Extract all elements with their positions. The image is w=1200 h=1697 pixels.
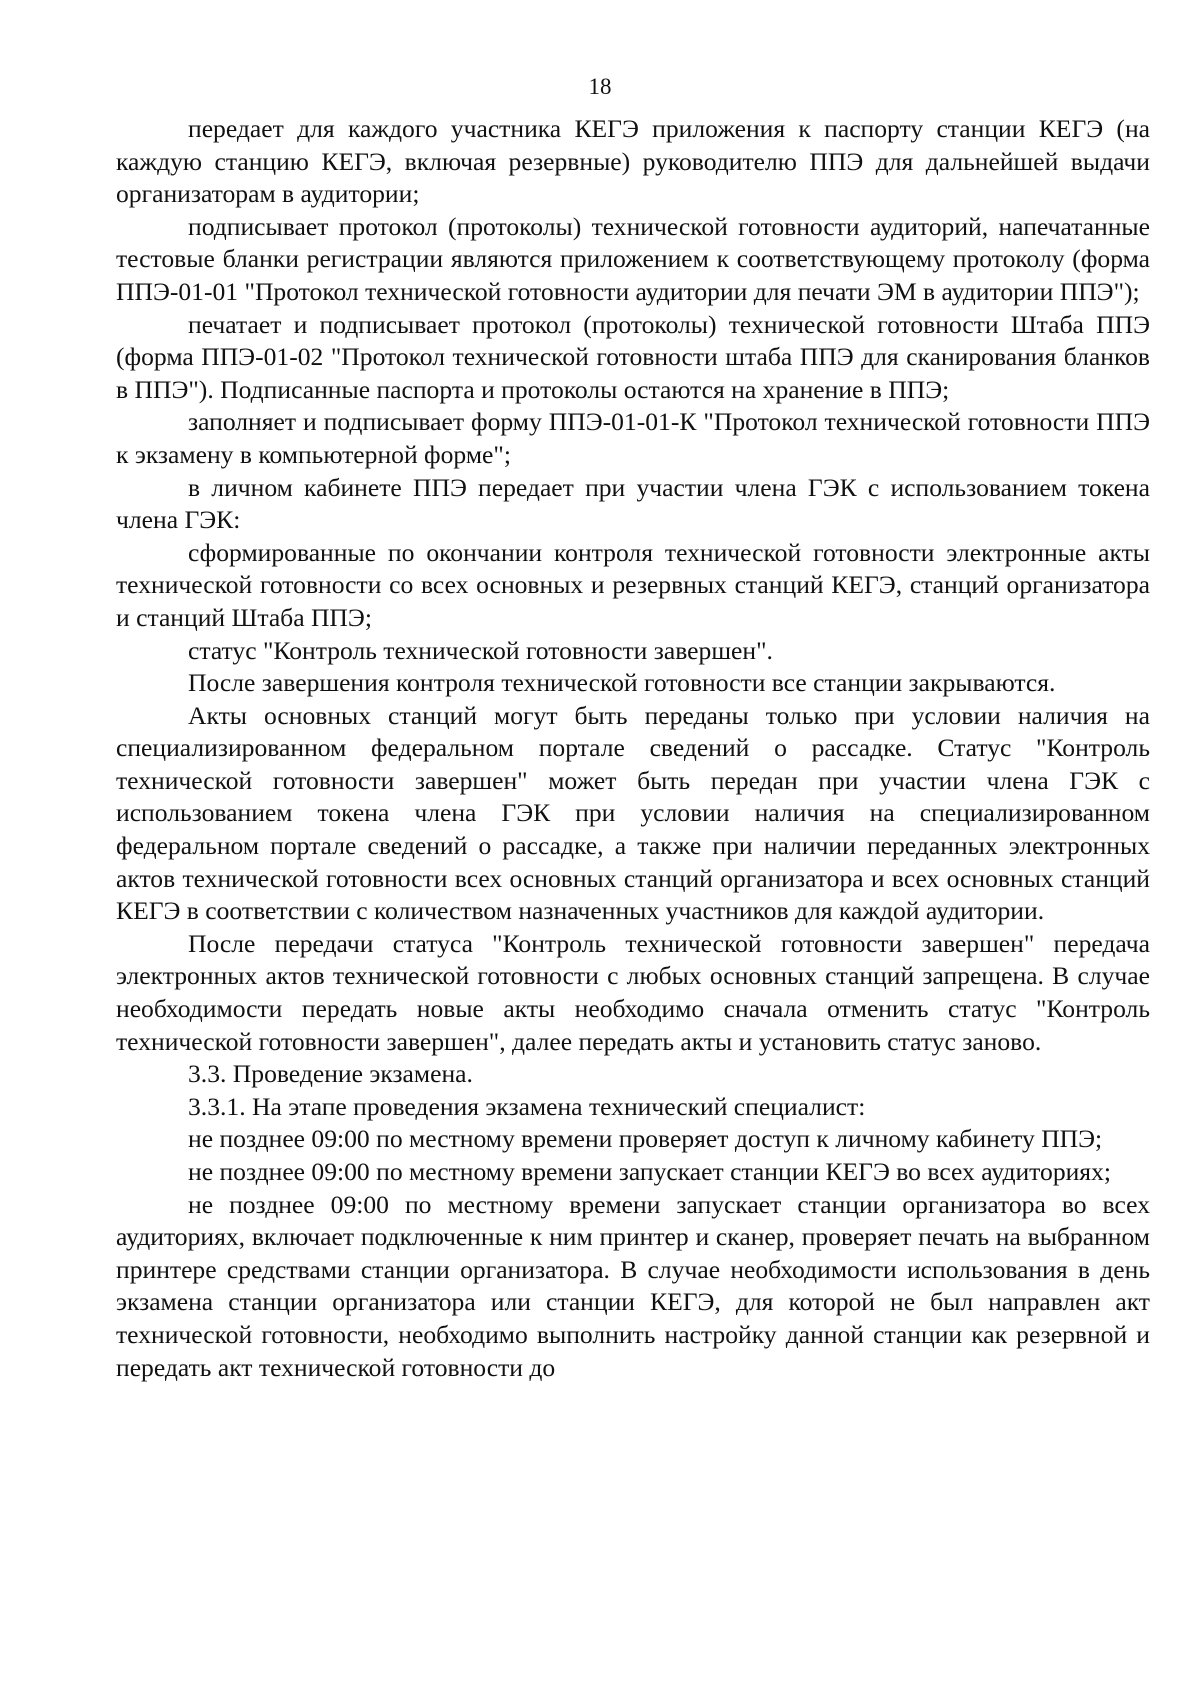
page-number: 18 xyxy=(588,74,612,99)
paragraph: статус "Контроль технической готовности завершен". xyxy=(188,635,773,665)
paragraph: После передачи статуса "Контроль технической готовности завершен" передача электронных актов технической готовности с любых основных станций запрещена. В случае необходимости передать новые акты необходимо сначала отменить статус "Контроль технической готовности завершен", далее передать акты и установить статус заново. xyxy=(116,928,1150,1056)
section-heading: 3.3. Проведение экзамена. xyxy=(188,1059,473,1089)
paragraph: в личном кабинете ППЭ передает при участии члена ГЭК с использованием токена члена ГЭК: xyxy=(116,472,1150,535)
paragraph: передает для каждого участника КЕГЭ приложения к паспорту станции КЕГЭ (на каждую станцию КЕГЭ, включая резервные) руководителю ППЭ для дальнейшей выдачи организаторам в аудитории; xyxy=(116,114,1150,209)
document-body xyxy=(116,113,1150,1384)
paragraph: сформированные по окончании контроля технической готовности электронные акты технической готовности со всех основных и резервных станций КЕГЭ, станций организатора и станций Штаба ППЭ; xyxy=(116,537,1150,632)
paragraph: подписывает протокол (протоколы) технической готовности аудиторий, напечатанные тестовые бланки регистрации являются приложением к соответствующему протоколу (форма ППЭ-01-01 "Протокол технической готовности аудитории для печати ЭМ в аудитории ППЭ"); xyxy=(116,211,1150,306)
paragraph: Акты основных станций могут быть переданы только при условии наличия на специализированном федеральном портале сведений о рассадке. Статус "Контроль технической готовности завершен" может быть передан при участии члена ГЭК с использованием токена члена ГЭК при условии наличия на специализированном федеральном портале сведений о рассадке, а также при наличии переданных электронных актов технической готовности всех основных станций организатора и всех основных станций КЕГЭ в соответствии с количеством назначенных участников для каждой аудитории. xyxy=(116,700,1150,926)
paragraph: не позднее 09:00 по местному времени запускает станции КЕГЭ во всех аудиториях; xyxy=(188,1157,1111,1186)
paragraph: После завершения контроля технической готовности все станции закрываются. xyxy=(188,668,1056,698)
subsection-heading: 3.3.1. На этапе проведения экзамена технический специалист: xyxy=(188,1091,866,1121)
paragraph: печатает и подписывает протокол (протоколы) технической готовности Штаба ППЭ (форма ППЭ-01-02 "Протокол технической готовности штаба ППЭ для сканирования бланков в ППЭ"). Подписанные паспорта и протоколы остаются на хранение в ППЭ; xyxy=(116,309,1150,404)
paragraph: не позднее 09:00 по местному времени проверяет доступ к личному кабинету ППЭ; xyxy=(188,1124,1103,1154)
paragraph: не позднее 09:00 по местному времени запускает станции организатора во всех аудиториях, включает подключенные к ним принтер и сканер, проверяет печать на выбранном принтере средствами станции организатора. В случае необходимости использования в день экзамена станции организатора или станции КЕГЭ, для которой не был направлен акт технической готовности, необходимо выполнить настройку данной станции как резервной и передать акт технической готовности до xyxy=(116,1189,1150,1382)
paragraph: заполняет и подписывает форму ППЭ-01-01-К "Протокол технической готовности ППЭ к экзамену в компьютерной форме"; xyxy=(116,407,1150,469)
